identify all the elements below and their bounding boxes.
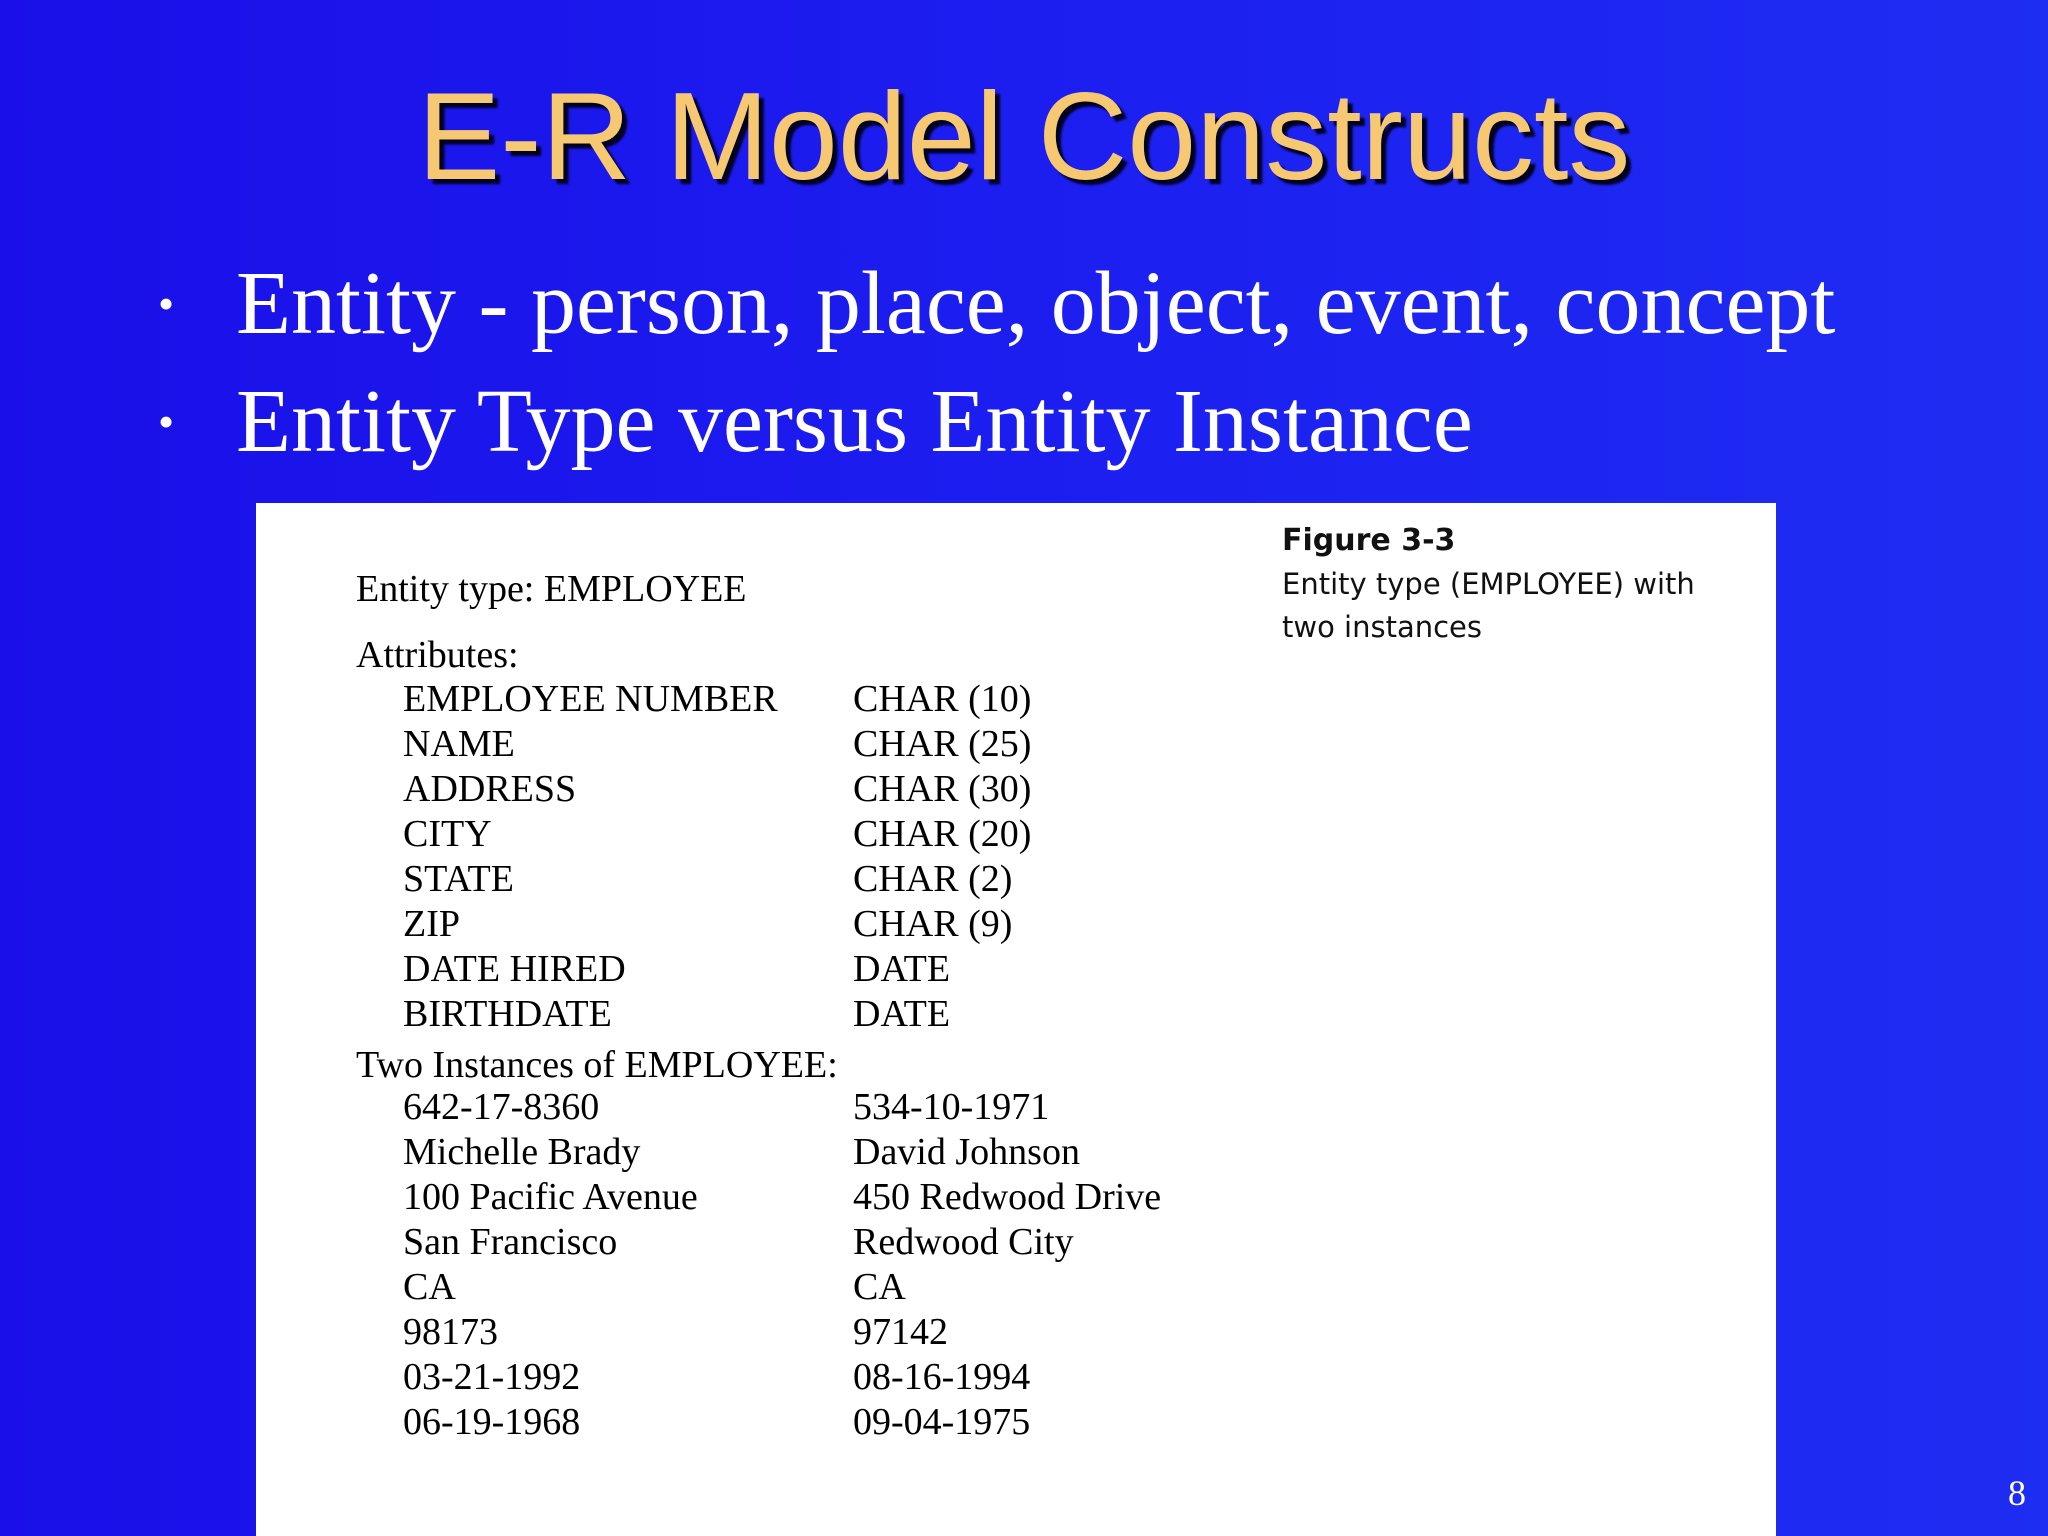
instance-two-value: 08-16-1994 <box>853 1356 1031 1398</box>
attribute-name: EMPLOYEE NUMBER <box>403 678 778 720</box>
bullet-marker: • <box>158 278 175 329</box>
bullet-marker: • <box>158 396 175 447</box>
instance-two-value: 534-10-1971 <box>853 1086 1050 1128</box>
figure-caption-line: Entity type (EMPLOYEE) with <box>1282 567 1695 601</box>
attribute-type: CHAR (25) <box>853 723 1032 765</box>
attribute-type: CHAR (2) <box>853 858 1013 900</box>
figure-caption <box>1282 519 1752 649</box>
attribute-name: CITY <box>403 813 492 855</box>
attribute-type: DATE <box>853 993 951 1035</box>
attributes-heading: Attributes: <box>356 634 519 676</box>
attribute-type: CHAR (30) <box>853 768 1032 810</box>
figure-caption-line: two instances <box>1282 610 1483 644</box>
attribute-type: DATE <box>853 948 951 990</box>
attribute-name: NAME <box>403 723 515 765</box>
instance-one-value: 03-21-1992 <box>403 1356 581 1398</box>
instance-one-value: 06-19-1968 <box>403 1401 581 1443</box>
instance-two-value: Redwood City <box>853 1221 1074 1263</box>
attribute-name: ZIP <box>403 903 460 945</box>
figure-caption-title: Figure 3-3 <box>1282 523 1456 558</box>
bullet-item <box>158 245 1978 363</box>
instance-two-value: 09-04-1975 <box>853 1401 1031 1443</box>
instance-one-value: 98173 <box>403 1311 498 1353</box>
instance-two-value: David Johnson <box>853 1131 1080 1173</box>
instance-one-value: CA <box>403 1266 456 1308</box>
instances-heading: Two Instances of EMPLOYEE: <box>356 1044 838 1086</box>
attribute-name: BIRTHDATE <box>403 993 612 1035</box>
bullet-item <box>158 363 1978 481</box>
instance-one-value: 642-17-8360 <box>403 1086 600 1128</box>
attribute-type: CHAR (10) <box>853 678 1032 720</box>
entity-type-label: Entity type: EMPLOYEE <box>356 568 747 610</box>
instance-two-value: 450 Redwood Drive <box>853 1176 1162 1218</box>
attribute-name: DATE HIRED <box>403 948 626 990</box>
figure-employee-entity <box>256 503 1776 1536</box>
instance-two-value: 97142 <box>853 1311 948 1353</box>
instance-one-value: 100 Pacific Avenue <box>403 1176 698 1218</box>
bullet-text: Entity - person, place, object, event, concept <box>236 254 1836 353</box>
attribute-name: ADDRESS <box>403 768 577 810</box>
instance-two-value: CA <box>853 1266 906 1308</box>
slide-title: E-R Model Constructs <box>417 68 1631 206</box>
bullet-text: Entity Type versus Entity Instance <box>236 372 1473 471</box>
bullet-list <box>158 245 1978 481</box>
instance-one-value: Michelle Brady <box>403 1131 641 1173</box>
instance-one-value: San Francisco <box>403 1221 618 1263</box>
attribute-type: CHAR (20) <box>853 813 1032 855</box>
page-number: 8 <box>2008 1473 2026 1513</box>
attribute-type: CHAR (9) <box>853 903 1013 945</box>
attribute-name: STATE <box>403 858 514 900</box>
